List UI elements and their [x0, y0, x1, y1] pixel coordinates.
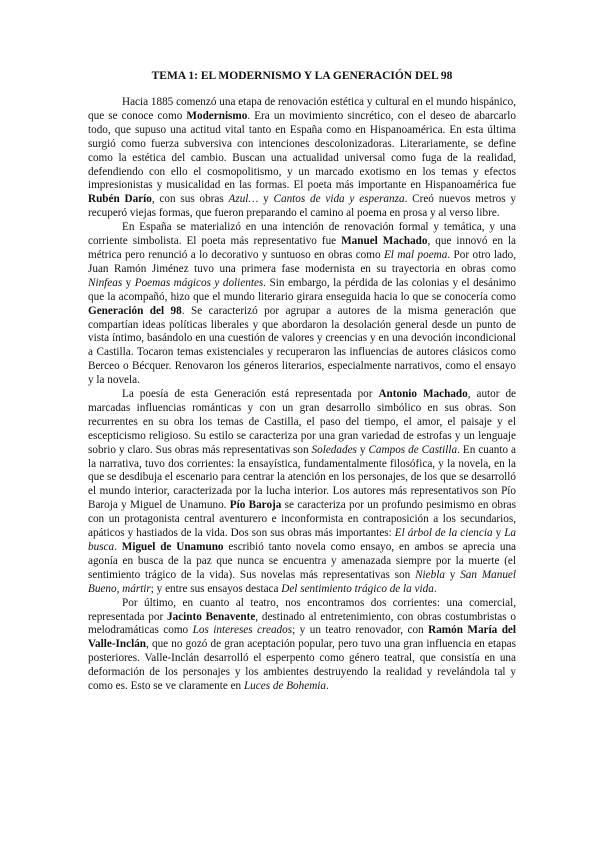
text-run: , con sus obras — [151, 193, 229, 206]
text-run: . En cuanto a la narrativa, tuvo dos corrientes: la ensayística, fundamentalmente filosófica, y la novela, en la que se desdibuja el escenario para centrar la atención en los personajes, de los que se desarrolló el mundo interior, caracterizada por la lucha interior. Los autores más representativos son Pío Baroja y Miguel de Unamuno. — [88, 443, 517, 512]
bold-term: Pío Baroja — [229, 499, 282, 512]
bold-term: Miguel de Unamuno — [121, 541, 224, 553]
bold-term: Modernismo — [186, 109, 248, 122]
paragraph-2 — [88, 221, 516, 388]
italic-title: Niebla — [415, 568, 445, 581]
italic-title: Azul… — [228, 193, 259, 206]
text-run: ; y un teatro renovador, con — [292, 624, 429, 637]
text-run: se caracteriza por un profundo pesimismo en obras con un protagonista central aventurero e inconformista en contraposición a los secundarios, apáticos y hastiados de la vida. Dos son sus obras más importantes: — [88, 499, 516, 540]
document-body — [88, 96, 516, 694]
text-run: . Por otro lado, Juan Ramón Jiménez tuvo una primera fase modernista en su trayectoria en obras como — [88, 248, 516, 275]
italic-title: Poemas mágicos y dolientes — [134, 276, 264, 289]
document-page — [88, 70, 516, 694]
text-run: . Se caracterizó por agrupar a autores de la misma generación que compartían ideas políticas liberales y que abordaron la desolación general desde un punto de vista íntimo, basándolo en una cuestión de valores y creencias y en una devoción incondicional a Castilla. Tocaron temas existenciales y recuperaron las influencias de autores clásicos como Berceo o Bécquer. Renovaron los géneros literarios, especialmente narrativos, como el ensayo y la novela. — [88, 304, 516, 387]
italic-title: San Manuel Bueno, mártir — [88, 568, 516, 595]
bold-term: Rubén Darío — [88, 193, 152, 206]
text-run: , autor de marcadas influencias románticas y con un gran desarrollo simbólico en sus obras. Son recurrentes en su obra los temas de Castilla, el paso del tiempo, el amor, el paisaje y el escepticismo religioso. Su estilo se caracteriza por una gran variedad de estrofas y un lenguaje sobrio y claro. Sus obras más representativas son — [88, 388, 517, 456]
italic-title: Cantos de vida y esperanza — [273, 193, 405, 206]
bold-term: Manuel Machado — [341, 235, 428, 248]
italic-title: Ninfeas — [88, 276, 123, 289]
text-run: escribió tanto novela como ensayo, en ambos se aprecia una agonía en busca de la paz que nunca se encuentra y amenazada siempre por la muerte (el sentimiento trágico de la vida). Sus novelas más representativas son — [88, 541, 517, 581]
italic-title: La busca — [88, 527, 517, 553]
text-run: . Creó nuevos metros y recuperó viejas formas, que fueron preparando el camino al poema en prosa y al verso libre. — [88, 193, 517, 220]
text-run: , que innovó en la métrica pero renunció a lo decorativo y suntuoso en obras como — [88, 235, 516, 261]
italic-title: Luces de Bohemia — [243, 680, 326, 693]
italic-title: El mal poema — [383, 248, 448, 261]
text-run: Hacia 1885 comenzó una etapa de renovación estética y cultural en el mundo hispánico, que se conoce como — [88, 96, 516, 122]
text-run: . — [325, 680, 329, 693]
text-run: La poesía de esta Generación está representada por — [122, 388, 379, 401]
bold-term: Antonio Machado — [378, 388, 468, 401]
text-run: , que no gozó de gran aceptación popular, pero tuvo una gran influencia en etapas posteriores. Valle-Inclán desarrolló el esperpento como género teatral, que consistía en una deformación de los personajes y los ambientes destruyendo la realidad y revelándola tal y como es. Esto se ve claramente en — [88, 638, 516, 693]
document-title: TEMA 1: EL MODERNISMO Y LA GENERACIÓN DEL 98 — [151, 70, 453, 82]
text-run: y — [356, 443, 369, 456]
italic-title: Los intereses creados — [192, 624, 293, 637]
text-run: . Sin embargo, la pérdida de las colonias y el desánimo que la acompañó, hizo que el mundo literario girara enseguida hacia lo que se conocería como — [88, 276, 516, 303]
text-run: , destinado al entretenimiento, con obras costumbristas o melodramáticas como — [88, 610, 516, 637]
paragraph-1 — [88, 96, 516, 221]
italic-title: El árbol de la ciencia — [394, 527, 493, 540]
italic-title: Soledades — [311, 443, 357, 456]
italic-title: Del sentimiento trágico de la vida — [281, 582, 434, 595]
text-run: . — [433, 582, 437, 595]
text-run: y — [122, 276, 135, 289]
bold-term: Generación del 98 — [88, 304, 182, 317]
bold-term: Jacinto Benavente — [167, 610, 256, 623]
italic-title: Campos de Castilla — [368, 443, 458, 456]
text-run: En España se materializó en una intención de renovación formal y temática, y una corriente simbolista. El poeta más representativo fue — [88, 221, 516, 248]
text-run: y — [444, 568, 461, 581]
text-run: y — [492, 527, 505, 540]
text-run: . — [114, 541, 122, 553]
text-run: Por último, en cuanto al teatro, nos encontramos dos corrientes: una comercial, representada por — [88, 596, 516, 623]
text-run: y — [258, 193, 274, 206]
text-run: . Era un movimiento sincrético, con el deseo de abarcarlo todo, que supuso una actitud vital tanto en España como en Hispanoamérica. En esta última surgió como fuerza subversiva con intenciones descolonizadoras. Literariamente, se define como la estética del cambio. Buscan una actualidad universal como fuga de la realidad, defendiendo con ello el cosmopolitismo, y un marcado exotismo en los temas y efectos impresionistas y musicalidad en las formas. El poeta más importante en Hispanoamérica fue — [88, 109, 516, 192]
bold-term: Ramón María del Valle-Inclán — [88, 624, 516, 651]
text-run: ; y entre sus ensayos destaca — [150, 582, 282, 595]
paragraph-4 — [88, 597, 516, 694]
paragraph-3 — [88, 388, 516, 597]
